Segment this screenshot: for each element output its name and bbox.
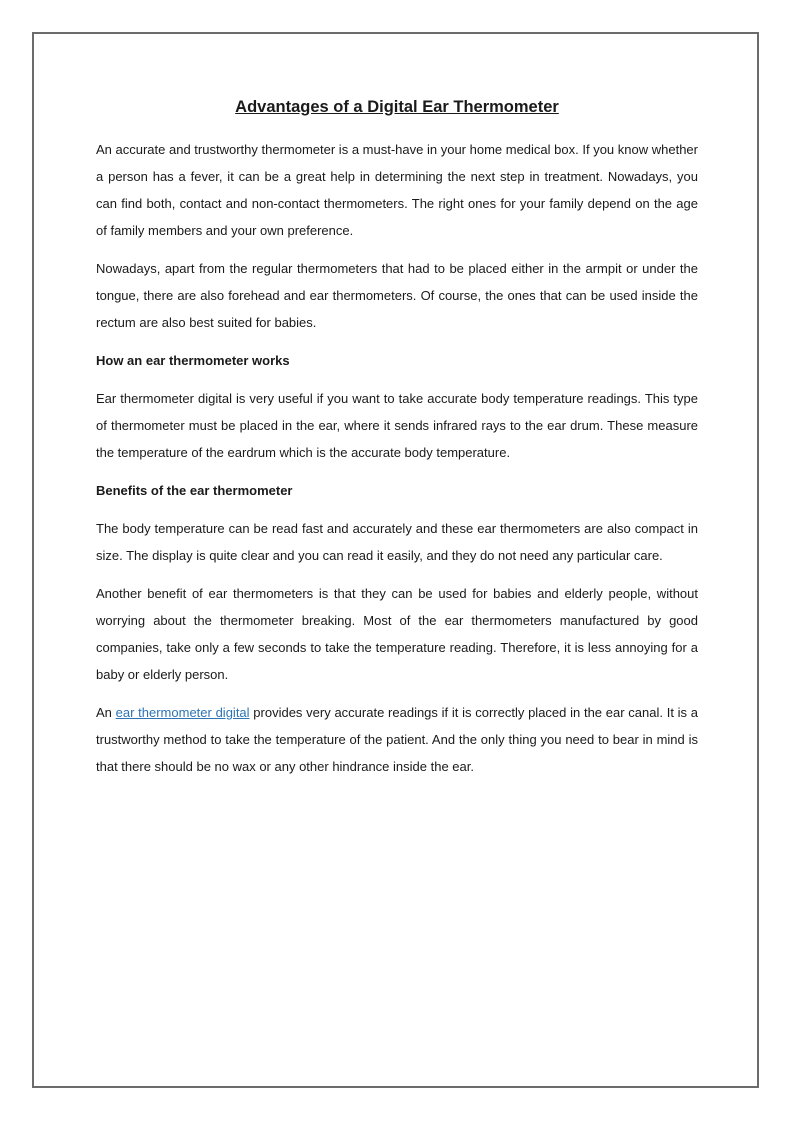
- paragraph-conclusion-suffix: provides very accurate readings if it is correctly placed in the ear canal. It is a trustworthy method to take the temperature of the patient. And the only thing you need to bear in mind is that there should be no wax or any other hindrance inside the ear.: [96, 705, 699, 774]
- document-body: [96, 94, 698, 791]
- section-heading-how-it-works: How an ear thermometer works: [96, 353, 290, 368]
- paragraph-benefits-1: The body temperature can be read fast and accurately and these ear thermometers are also compact in size. The display is quite clear and you can read it easily, and they do not need any particular care.: [96, 521, 698, 563]
- section-heading-benefits: Benefits of the ear thermometer: [96, 483, 293, 498]
- paragraph-conclusion: [96, 699, 698, 780]
- paragraph-how-it-works: Ear thermometer digital is very useful if you want to take accurate body temperature readings. This type of thermometer must be placed in the ear, where it sends infrared rays to the ear drum. These measure the temperature of the eardrum which is the accurate body temperature.: [96, 391, 698, 460]
- paragraph-types: Nowadays, apart from the regular thermometers that had to be placed either in the armpit or under the tongue, there are also forehead and ear thermometers. Of course, the ones that can be used inside the rectum are also best suited for babies.: [96, 261, 698, 330]
- document-title: Advantages of a Digital Ear Thermometer: [235, 98, 559, 116]
- ear-thermometer-digital-link[interactable]: ear thermometer digital: [115, 705, 250, 720]
- paragraph-conclusion-prefix: An: [96, 705, 116, 720]
- paragraph-intro: An accurate and trustworthy thermometer is a must-have in your home medical box. If you know whether a person has a fever, it can be a great help in determining the next step in treatment. Nowadays, you can find both, contact and non-contact thermometers. The right ones for your family depend on the age of family members and your own preference.: [96, 142, 698, 238]
- paragraph-benefits-2: Another benefit of ear thermometers is that they can be used for babies and elderly people, without worrying about the thermometer breaking. Most of the ear thermometers manufactured by good companies, take only a few seconds to take the temperature reading. Therefore, it is less annoying for a baby or elderly person.: [96, 586, 698, 682]
